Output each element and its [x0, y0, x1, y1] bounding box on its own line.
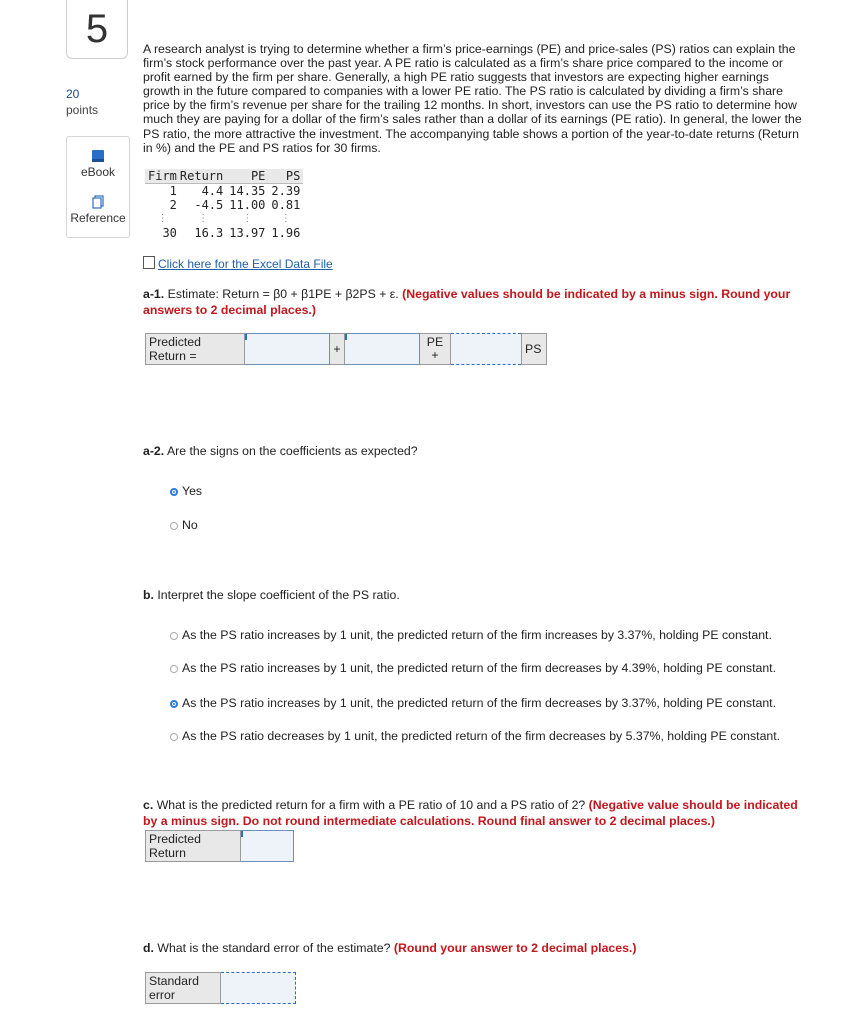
- pe-label: PE: [426, 335, 444, 349]
- a1-label: a-1.: [143, 287, 165, 301]
- table-ellipsis-row: [145, 212, 303, 226]
- excel-file-icon: [143, 256, 155, 269]
- d-text: What is the standard error of the estimate?: [157, 941, 391, 955]
- b-label: b.: [143, 588, 154, 602]
- radio-icon[interactable]: [170, 665, 178, 673]
- c-text: What is the predicted return for a firm with a PE ratio of 10 and a PS ratio of 2?: [156, 798, 586, 812]
- d-label: d.: [143, 941, 154, 955]
- radio-selected-icon[interactable]: [170, 488, 178, 496]
- table-row: [145, 198, 303, 212]
- data-table: [145, 169, 303, 240]
- regression-equation-table: [145, 333, 547, 365]
- a2-text: Are the signs on the coefficients as expected?: [166, 444, 418, 458]
- a2-label: a-2.: [143, 444, 165, 458]
- plus-sign: +: [330, 334, 345, 365]
- a2-option-label: No: [182, 518, 198, 532]
- table-row: [145, 226, 303, 240]
- standard-label: Standard: [149, 974, 199, 988]
- points-indicator: [66, 86, 98, 118]
- standard-error-row-label: [146, 973, 221, 1004]
- table-cell: -4.5: [194, 198, 224, 212]
- standard-error-input[interactable]: [221, 973, 296, 1004]
- table-cell: 4.4: [201, 184, 224, 198]
- ps-coefficient-input[interactable]: [451, 334, 522, 365]
- table-cell: 11.00: [229, 198, 266, 212]
- table-cell: 30: [162, 226, 177, 240]
- ps-term-label: PS: [522, 334, 547, 365]
- predicted-return-answer: [145, 830, 294, 862]
- b-option-2[interactable]: [170, 661, 776, 675]
- pe-coefficient-input[interactable]: [345, 334, 420, 365]
- ellipsis: ⋮: [280, 213, 291, 224]
- table-header-row: [145, 169, 303, 184]
- return-label: Return: [149, 846, 186, 860]
- ellipsis: ⋮: [198, 213, 209, 224]
- predicted-return-input[interactable]: [241, 831, 294, 862]
- b-option-4[interactable]: [170, 729, 780, 743]
- ebook-label: eBook: [80, 165, 116, 179]
- a1-instruction: (Negative values should be indicated by a minus sign. Round your answers to 2 decimal places.): [143, 287, 791, 317]
- table-cell: 13.97: [229, 226, 266, 240]
- predicted-return-row-label: [146, 831, 241, 862]
- col-header-ps: PS: [268, 169, 303, 184]
- b-option-1[interactable]: [170, 628, 772, 642]
- table-cell: 1.96: [271, 226, 301, 240]
- ebook-button[interactable]: [67, 149, 129, 179]
- question-a1: [143, 286, 811, 318]
- d-instruction: (Round your answer to 2 decimal places.): [393, 941, 637, 955]
- question-a2: [143, 443, 811, 459]
- radio-icon[interactable]: [170, 632, 178, 640]
- table-row: [145, 184, 303, 199]
- b-option-label: As the PS ratio increases by 1 unit, the predicted return of the firm decreases by 4.39%, holding PE constant.: [182, 661, 776, 675]
- ellipsis: ⋮: [242, 213, 253, 224]
- pe-plus: +: [431, 348, 439, 362]
- col-header-return: Return: [180, 169, 226, 184]
- ellipsis: ⋮: [157, 213, 168, 224]
- excel-link-text[interactable]: Click here for the Excel Data File: [158, 257, 333, 271]
- copy-pages-icon: [91, 195, 105, 209]
- predicted-return-label: Predicted Return =: [146, 334, 245, 365]
- b-option-label: As the PS ratio decreases by 1 unit, the predicted return of the firm decreases by 5.37%, holding PE constant.: [182, 729, 781, 743]
- radio-icon[interactable]: [170, 522, 178, 530]
- a1-text: Estimate: Return = β0 + β1PE + β2PS + ε.: [167, 287, 399, 301]
- excel-data-link[interactable]: [143, 256, 333, 271]
- table-cell: 1: [169, 184, 177, 198]
- radio-selected-icon[interactable]: [170, 700, 178, 708]
- table-cell: 2: [169, 198, 177, 212]
- question-intro: A research analyst is trying to determine whether a firm’s price-earnings (PE) and price-sales (PS) ratios can explain the firm’s stock performance over the past year. A PE ratio is calculated as a firm’s share price compared to the income or profit earned by the firm per share. Generally, a high PE ratio suggests that investors are expecting higher earnings growth in the future compared to companies with a lower PE ratio. The PS ratio is calculated by dividing a firm’s share price by the firm’s revenue per share for the trailing 12 months. In short, investors can use the PS ratio to determine how much they are paying for a dollar of the firm’s sales rather than a dollar of its earnings (PE ratio). In general, the lower the PS ratio, the more attractive the investment. The accompanying table shows a portion of the year-to-date returns (Return in %) and the PE and PS ratios for 30 firms.: [143, 42, 802, 155]
- table-cell: 0.81: [271, 198, 301, 212]
- points-value: 20: [66, 87, 80, 101]
- reference-button[interactable]: [67, 195, 129, 225]
- a2-option-label: Yes: [182, 484, 203, 498]
- b-option-3[interactable]: [170, 696, 776, 710]
- table-cell: 2.39: [271, 184, 301, 198]
- radio-icon[interactable]: [170, 733, 178, 741]
- col-header-firm: Firm: [145, 169, 180, 184]
- b-text: Interpret the slope coefficient of the PS ratio.: [157, 588, 400, 602]
- predicted-label: Predicted: [149, 832, 201, 846]
- table-cell: 14.35: [229, 184, 266, 198]
- b-option-label: As the PS ratio increases by 1 unit, the predicted return of the firm increases by 3.37%, holding PE constant.: [182, 628, 772, 642]
- c-label: c.: [143, 798, 154, 812]
- question-c: [143, 797, 811, 829]
- points-label: points: [66, 103, 99, 117]
- question-d: [143, 940, 811, 956]
- table-cell: 16.3: [194, 226, 224, 240]
- error-label: error: [149, 988, 175, 1002]
- a2-option-yes[interactable]: [170, 484, 202, 498]
- standard-error-answer: [145, 972, 296, 1004]
- book-icon: [91, 149, 105, 163]
- reference-label: Reference: [70, 211, 126, 225]
- pe-term-label: [420, 334, 451, 365]
- intercept-input[interactable]: [245, 334, 330, 365]
- resource-panel: [66, 136, 130, 238]
- c-instruction: (Negative value should be indicated by a minus sign. Do not round intermediate calculations. Round final answer to 2 decimal places.): [143, 798, 798, 828]
- a2-option-no[interactable]: [170, 518, 198, 532]
- b-option-label: As the PS ratio increases by 1 unit, the predicted return of the firm decreases by 3.37%, holding PE constant.: [182, 696, 776, 710]
- col-header-pe: PE: [226, 169, 268, 184]
- question-b: [143, 587, 811, 603]
- question-number: 5: [66, 0, 128, 59]
